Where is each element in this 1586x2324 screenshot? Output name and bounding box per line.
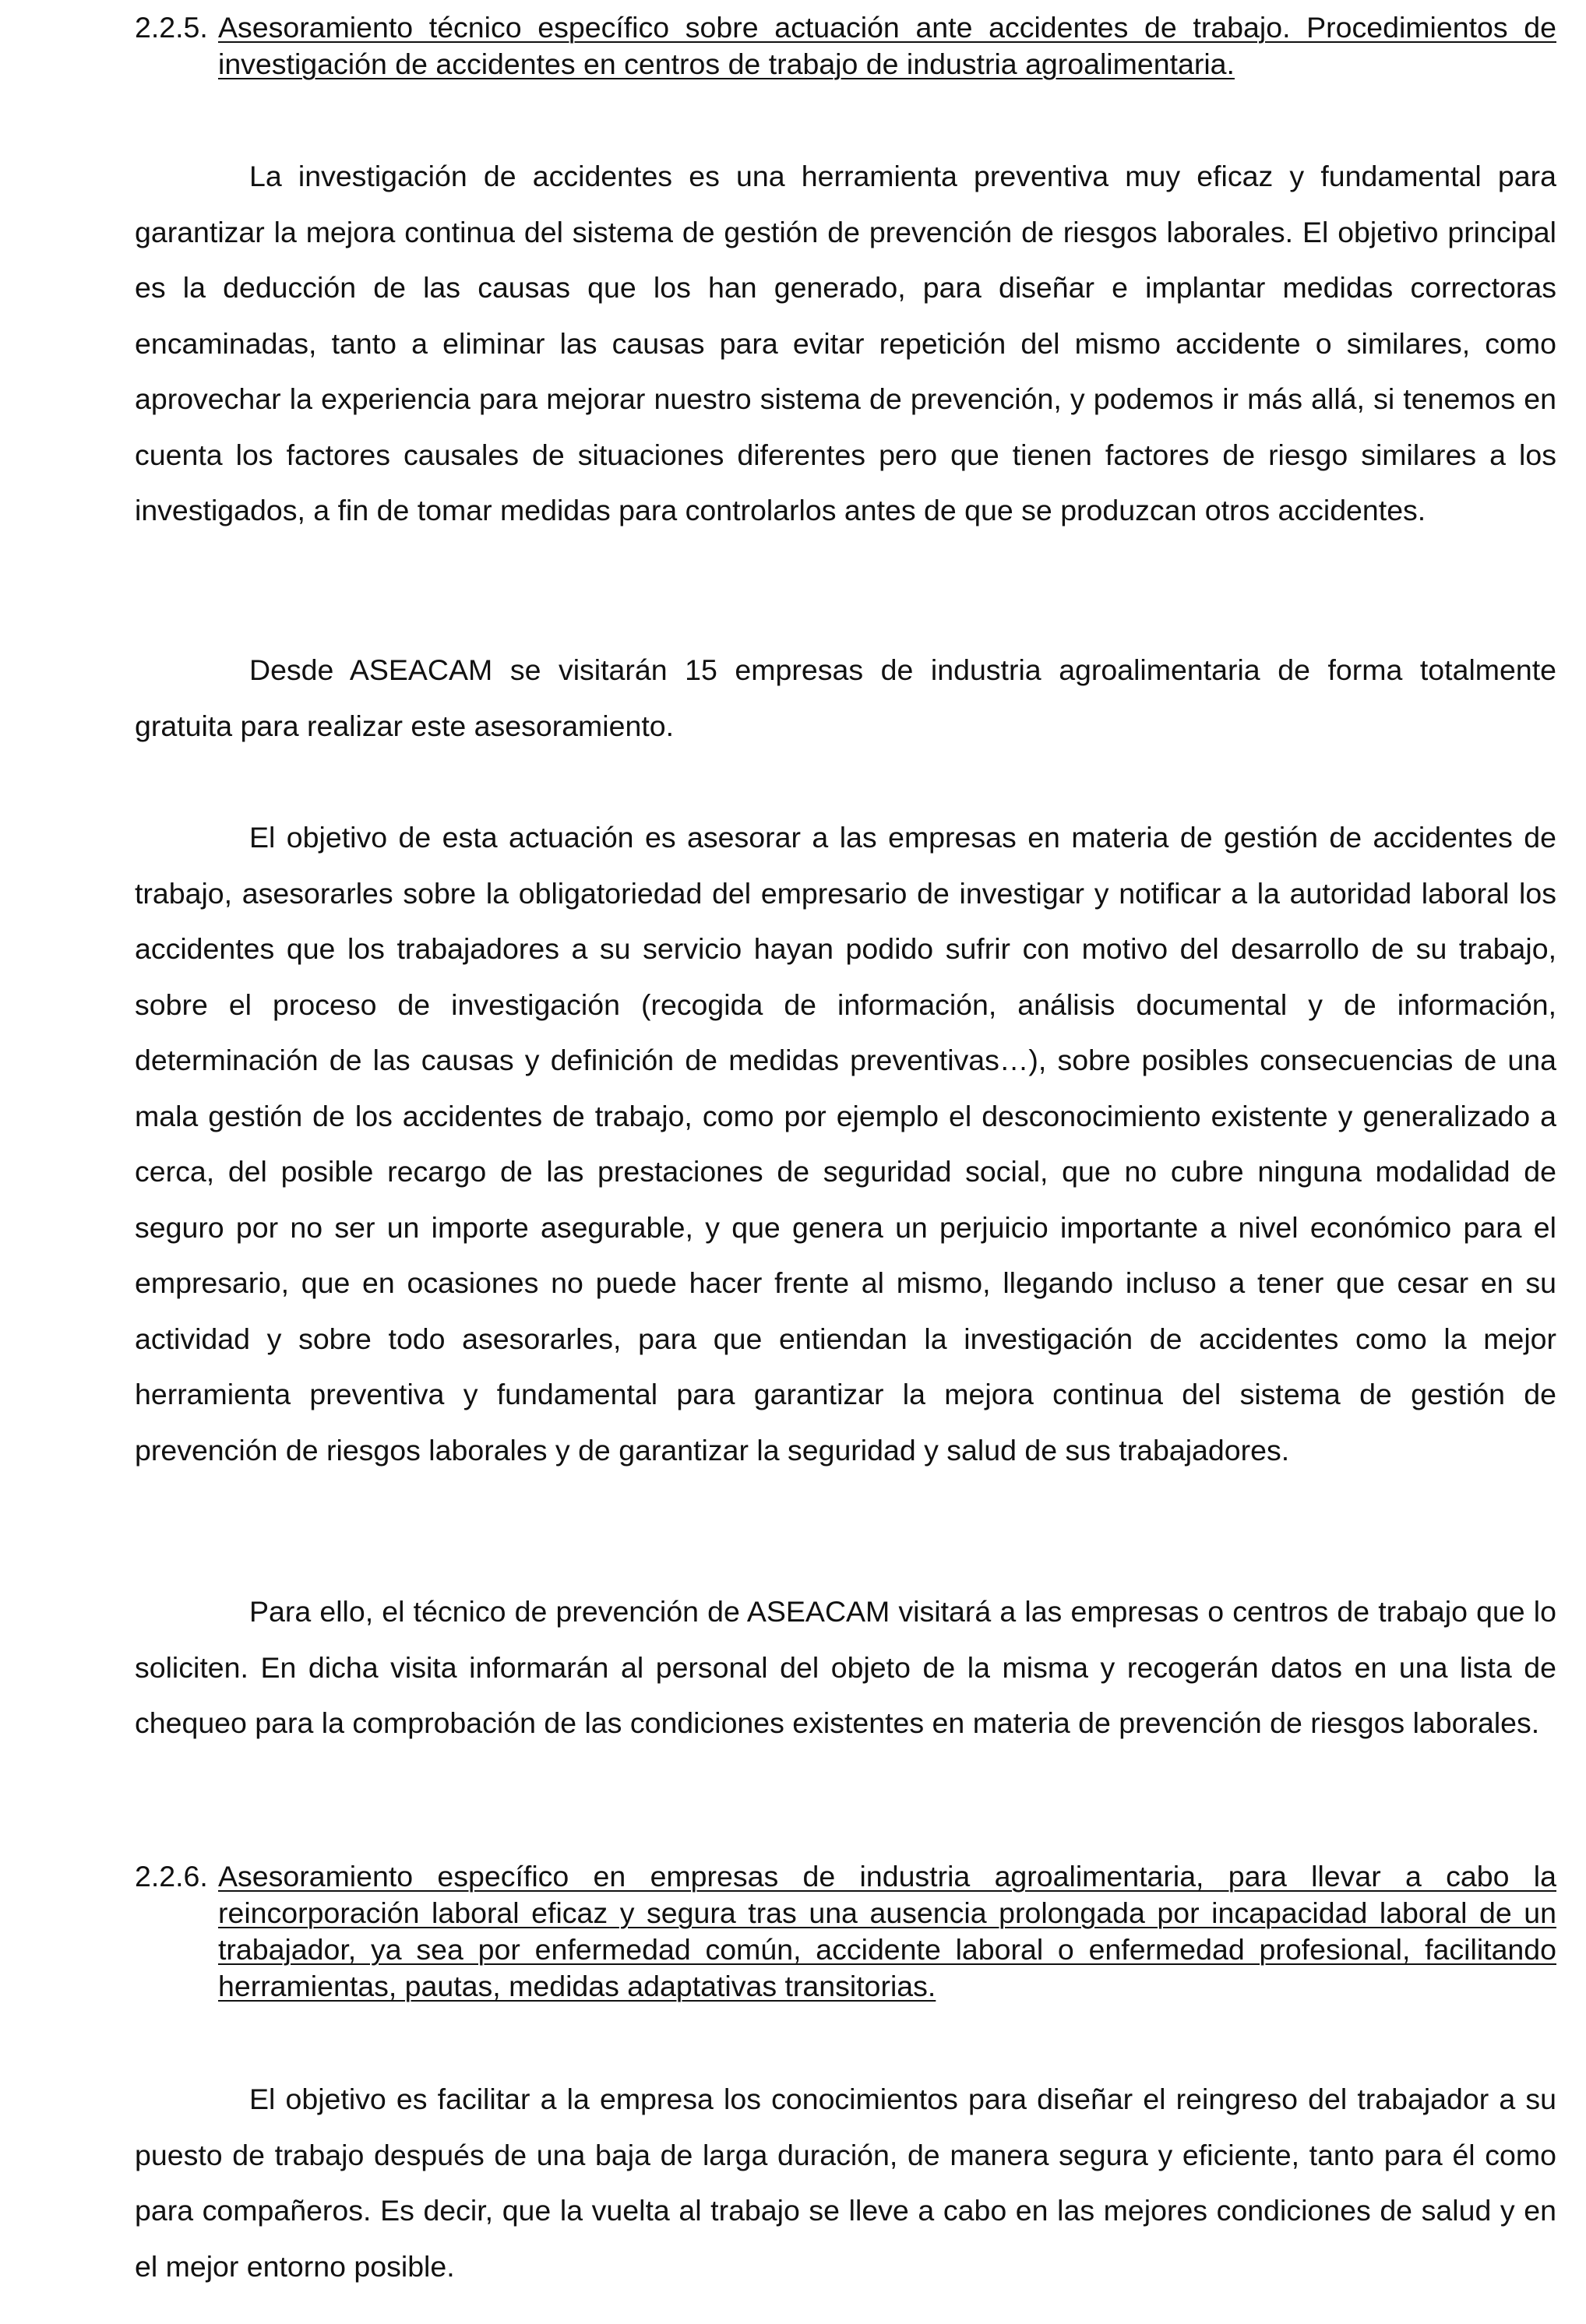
section-heading-2-2-6 [135, 1858, 1556, 2005]
paragraph: Para ello, el técnico de prevención de ASEACAM visitará a las empresas o centros de trabajo que lo soliciten. En dicha visita informarán al personal del objeto de la misma y recogerán datos en una lista de chequeo para la comprobación de las condiciones existentes en materia de prevención de riesgos laborales. [135, 1595, 1556, 1739]
section-title: Asesoramiento técnico específico sobre actuación ante accidentes de trabajo. Procedimientos de investigación de accidentes en centros de trabajo de industria agroalimentaria. [218, 11, 1556, 80]
section-number: 2.2.5. [135, 11, 208, 44]
paragraph: El objetivo es facilitar a la empresa los conocimientos para diseñar el reingreso del trabajador a su puesto de trabajo después de una baja de larga duración, de manera segura y eficiente, tanto para él como para compañeros. Es decir, que la vuelta al trabajo se lleve a cabo en las mejores condiciones de salud y en el mejor entorno posible. [135, 2083, 1556, 2283]
paragraph: Desde ASEACAM se visitarán 15 empresas de industria agroalimentaria de forma totalmente gratuita para realizar este asesoramiento. [135, 653, 1556, 742]
section-heading-2-2-5 [135, 9, 1556, 83]
paragraph: El objetivo de esta actuación es asesorar a las empresas en materia de gestión de accidentes de trabajo, asesorarles sobre la obligatoriedad del empresario de investigar y notificar a la autoridad laboral los accidentes que los trabajadores a su servicio hayan podido sufrir con motivo del desarrollo de su trabajo, sobre el proceso de investigación (recogida de información, análisis documental y de información, determinación de las causas y definición de medidas preventivas…), sobre posibles consecuencias de una mala gestión de los accidentes de trabajo, como por ejemplo el desconocimiento existente y generalizado a cerca, del posible recargo de las prestaciones de seguridad social, que no cubre ninguna modalidad de seguro por no ser un importe asegurable, y que genera un perjuicio importante a nivel económico para el empresario, que en ocasiones no puede hacer frente al mismo, llegando incluso a tener que cesar en su actividad y sobre todo asesorarles, para que entiendan la investigación de accidentes como la mejor herramienta preventiva y fundamental para garantizar la mejora continua del sistema de gestión de prevención de riesgos laborales y de garantizar la seguridad y salud de sus trabajadores. [135, 821, 1556, 1467]
paragraph: La investigación de accidentes es una herramienta preventiva muy eficaz y fundamental para garantizar la mejora continua del sistema de gestión de prevención de riesgos laborales. El objetivo principal es la deducción de las causas que los han generado, para diseñar e implantar medidas correctoras encaminadas, tanto a eliminar las causas para evitar repetición del mismo accidente o similares, como aprovechar la experiencia para mejorar nuestro sistema de prevención, y podemos ir más allá, si tenemos en cuenta los factores causales de situaciones diferentes pero que tienen factores de riesgo similares a los investigados, a fin de tomar medidas para controlarlos antes de que se produzcan otros accidentes. [135, 160, 1556, 526]
section-title: Asesoramiento específico en empresas de industria agroalimentaria, para llevar a cabo la reincorporación laboral eficaz y segura tras una ausencia prolongada por incapacidad laboral de un trabajador, ya sea por enfermedad común, accidente laboral o enfermedad profesional, facilitando herramientas, pautas, medidas adaptativas transitorias. [218, 1860, 1556, 2002]
section-number: 2.2.6. [135, 1860, 208, 1893]
